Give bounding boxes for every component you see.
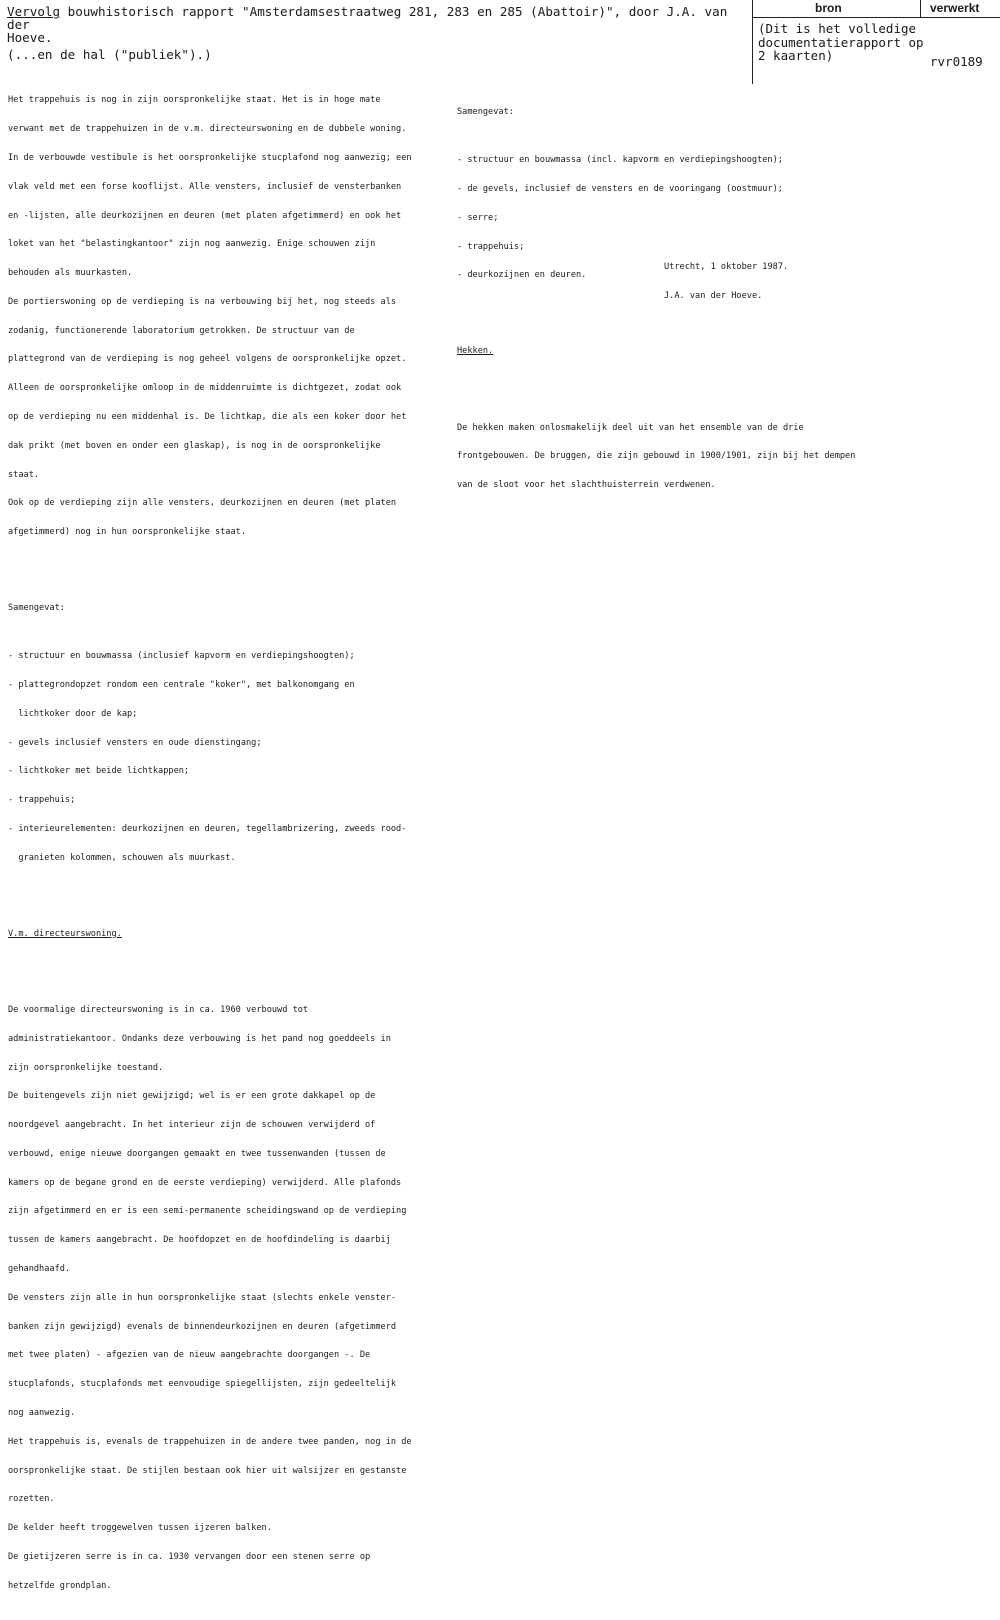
summary-heading: Samengevat: [8,603,65,614]
signature-place-date: Utrecht, 1 oktober 1987. [664,262,789,273]
text-line: De vensters zijn alle in hun oorspronkelijke staat (slechts enkele venster- [8,1292,397,1303]
text-line: plattegrond van de verdieping is nog geheel volgens de oorspronkelijke opzet. [8,354,407,365]
signature-block [664,244,788,311]
text-line: De voormalige directeurswoning is in ca. 1960 verbouwd tot [8,1005,309,1015]
text-line: op de verdieping nu een middenhal is. De lichtkap, die als een koker door het [8,411,407,422]
list-item: - plattegrondopzet rondom een centrale "koker", met balkonomgang en [8,680,355,690]
list-item: - gevels inclusief vensters en oude dienstingang; [8,737,262,748]
list-item: granieten kolommen, schouwen als muurkast. [8,852,236,863]
para-trappehuis [8,77,412,557]
title-line-2: Hoeve. [7,30,53,45]
text-line: Alleen de oorspronkelijke omloop in de middenruimte is dichtgezet, zodat ook [8,383,402,394]
text-line: Ook op de verdieping zijn alle vensters, deurkozijnen en deuren (met platen [8,498,397,509]
list-item: - trappehuis; [457,241,525,252]
text-line: stucplafonds, stucplafonds met eenvoudige spiegellijsten, zijn gedeeltelijk [8,1379,397,1390]
text-line: verbouwd, enige nieuwe doorgangen gemaakt en twee tussenwanden (tussen de [8,1148,386,1159]
text-line: gehandhaafd. [8,1264,71,1275]
text-line: zijn afgetimmerd en er is een semi-permanente scheidingswand op de verdieping [8,1206,407,1217]
text-line: vlak veld met een forse kooflijst. Alle vensters, inclusief de vensterbanken [8,181,402,192]
text-line: zodanig, functionerende laboratorium getrokken. De structuur van de [8,325,355,336]
text-line: verwant met de trappehuizen in de v.m. directeurswoning en de dubbele woning. [8,124,407,135]
header-rule [752,17,1000,18]
list-item: lichtkoker door de kap; [8,708,138,719]
list-item: - serre; [457,212,499,223]
left-column [8,58,412,1620]
text-line: hetzelfde grondplan. [8,1580,112,1591]
title-line-1-rest: bouwhistorisch rapport "Amsterdamsestraatweg 281, 283 en 285 (Abattoir)", door J.A. van der [7,4,728,32]
title-underlined-word: Vervolg [7,4,61,19]
text-line: De gietijzeren serre is in ca. 1930 vervangen door een stenen serre op [8,1551,371,1562]
header-divider [920,0,921,18]
list-item: - structuur en bouwmassa (incl. kapvorm en verdiepingshoogten); [457,155,783,166]
text-line: staat. [8,469,40,480]
list-item: - trappehuis; [8,795,76,806]
text-line: met twee platen) - afgezien van de nieuw aangebrachte doorgangen -. De [8,1350,371,1361]
text-line: nog aanwezig. [8,1407,76,1418]
text-line: zijn oorspronkelijke toestand. [8,1062,164,1073]
source-note: (Dit is het volledige documentatierapport op 2 kaarten) [758,21,924,63]
text-line: noordgevel aangebracht. In het interieur zijn de schouwen verwijderd of [8,1120,376,1131]
text-line: In de verbouwde vestibule is het oorspronkelijke stucplafond nog aanwezig; een [8,152,412,163]
text-line: banken zijn gewijzigd) evenals de binnendeurkozijnen en deuren (afgetimmerd [8,1321,397,1332]
para-hekken [457,404,855,510]
text-line: tussen de kamers aangebracht. De hoofdopzet en de hoofdindeling is daarbij [8,1235,391,1246]
text-line: De hekken maken onlosmakelijk deel uit van het ensemble van de drie [457,422,804,433]
text-line: dak prikt (met boven en onder een glaskap), is nog in de oorspronkelijke [8,440,381,451]
para-directeurswoning [8,987,412,1611]
text-line: administratiekantoor. Ondanks deze verbouwing is het pand nog goeddeels in [8,1033,391,1044]
summary-heading: Samengevat: [457,107,514,118]
list-item: - interieurelementen: deurkozijnen en deuren, tegellambrizering, zweeds rood- [8,823,407,834]
text-line: frontgebouwen. De bruggen, die zijn gebouwd in 1900/1901, zijn bij het dempen [457,451,856,462]
list-item: - structuur en bouwmassa (inclusief kapvorm en verdiepingshoogten); [8,651,355,662]
text-line: Het trappehuis is nog in zijn oorspronkelijke staat. Het is in hoge mate [8,95,381,106]
title-line-3: (...en de hal ("publiek").) [7,47,212,62]
reference-code: rvr0189 [930,54,983,69]
text-line: De kelder heeft troggewelven tussen ijzeren balken. [8,1523,272,1534]
text-line: kamers op de begane grond en de eerste verdieping) verwijderd. Alle plafonds [8,1177,402,1188]
text-line: en -lijsten, alle deurkozijnen en deuren (met platen afgetimmerd) en ook het [8,210,402,221]
right-column [457,89,855,520]
section-heading: V.m. directeurswoning. [8,928,122,939]
section-heading: Hekken. [457,346,494,357]
text-line: loket van het "belastingkantoor" zijn nog aanwezig. Enige schouwen zijn [8,239,376,250]
summary-list [457,137,855,300]
text-line: De portierswoning op de verdieping is na verbouwing bij het, nog steeds als [8,296,397,307]
title-line-1 [7,5,749,31]
signature-author: J.A. van der Hoeve. [664,290,763,301]
summary-list [8,633,412,882]
header-verwerkt: verwerkt [930,1,980,15]
list-item: - de gevels, inclusief de vensters en de vooringang (oostmuur); [457,183,783,194]
text-line: Het trappehuis is, evenals de trappehuizen in de andere twee panden, nog in de [8,1436,412,1447]
column-divider [752,0,753,84]
text-line: van de sloot voor het slachthuisterrein verdwenen. [457,480,716,491]
list-item: - lichtkoker met beide lichtkappen; [8,766,190,777]
list-item: - deurkozijnen en deuren. [457,270,587,281]
text-line: behouden als muurkasten. [8,268,133,279]
text-line: De buitengevels zijn niet gewijzigd; wel is er een grote dakkapel op de [8,1091,376,1102]
text-line: rozetten. [8,1494,55,1505]
text-line: oorspronkelijke staat. De stijlen bestaan ook hier uit walsijzer en gestanste [8,1465,407,1476]
text-line: afgetimmerd) nog in hun oorspronkelijke staat. [8,527,246,538]
header-bron: bron [815,1,842,15]
document-title [7,5,749,61]
